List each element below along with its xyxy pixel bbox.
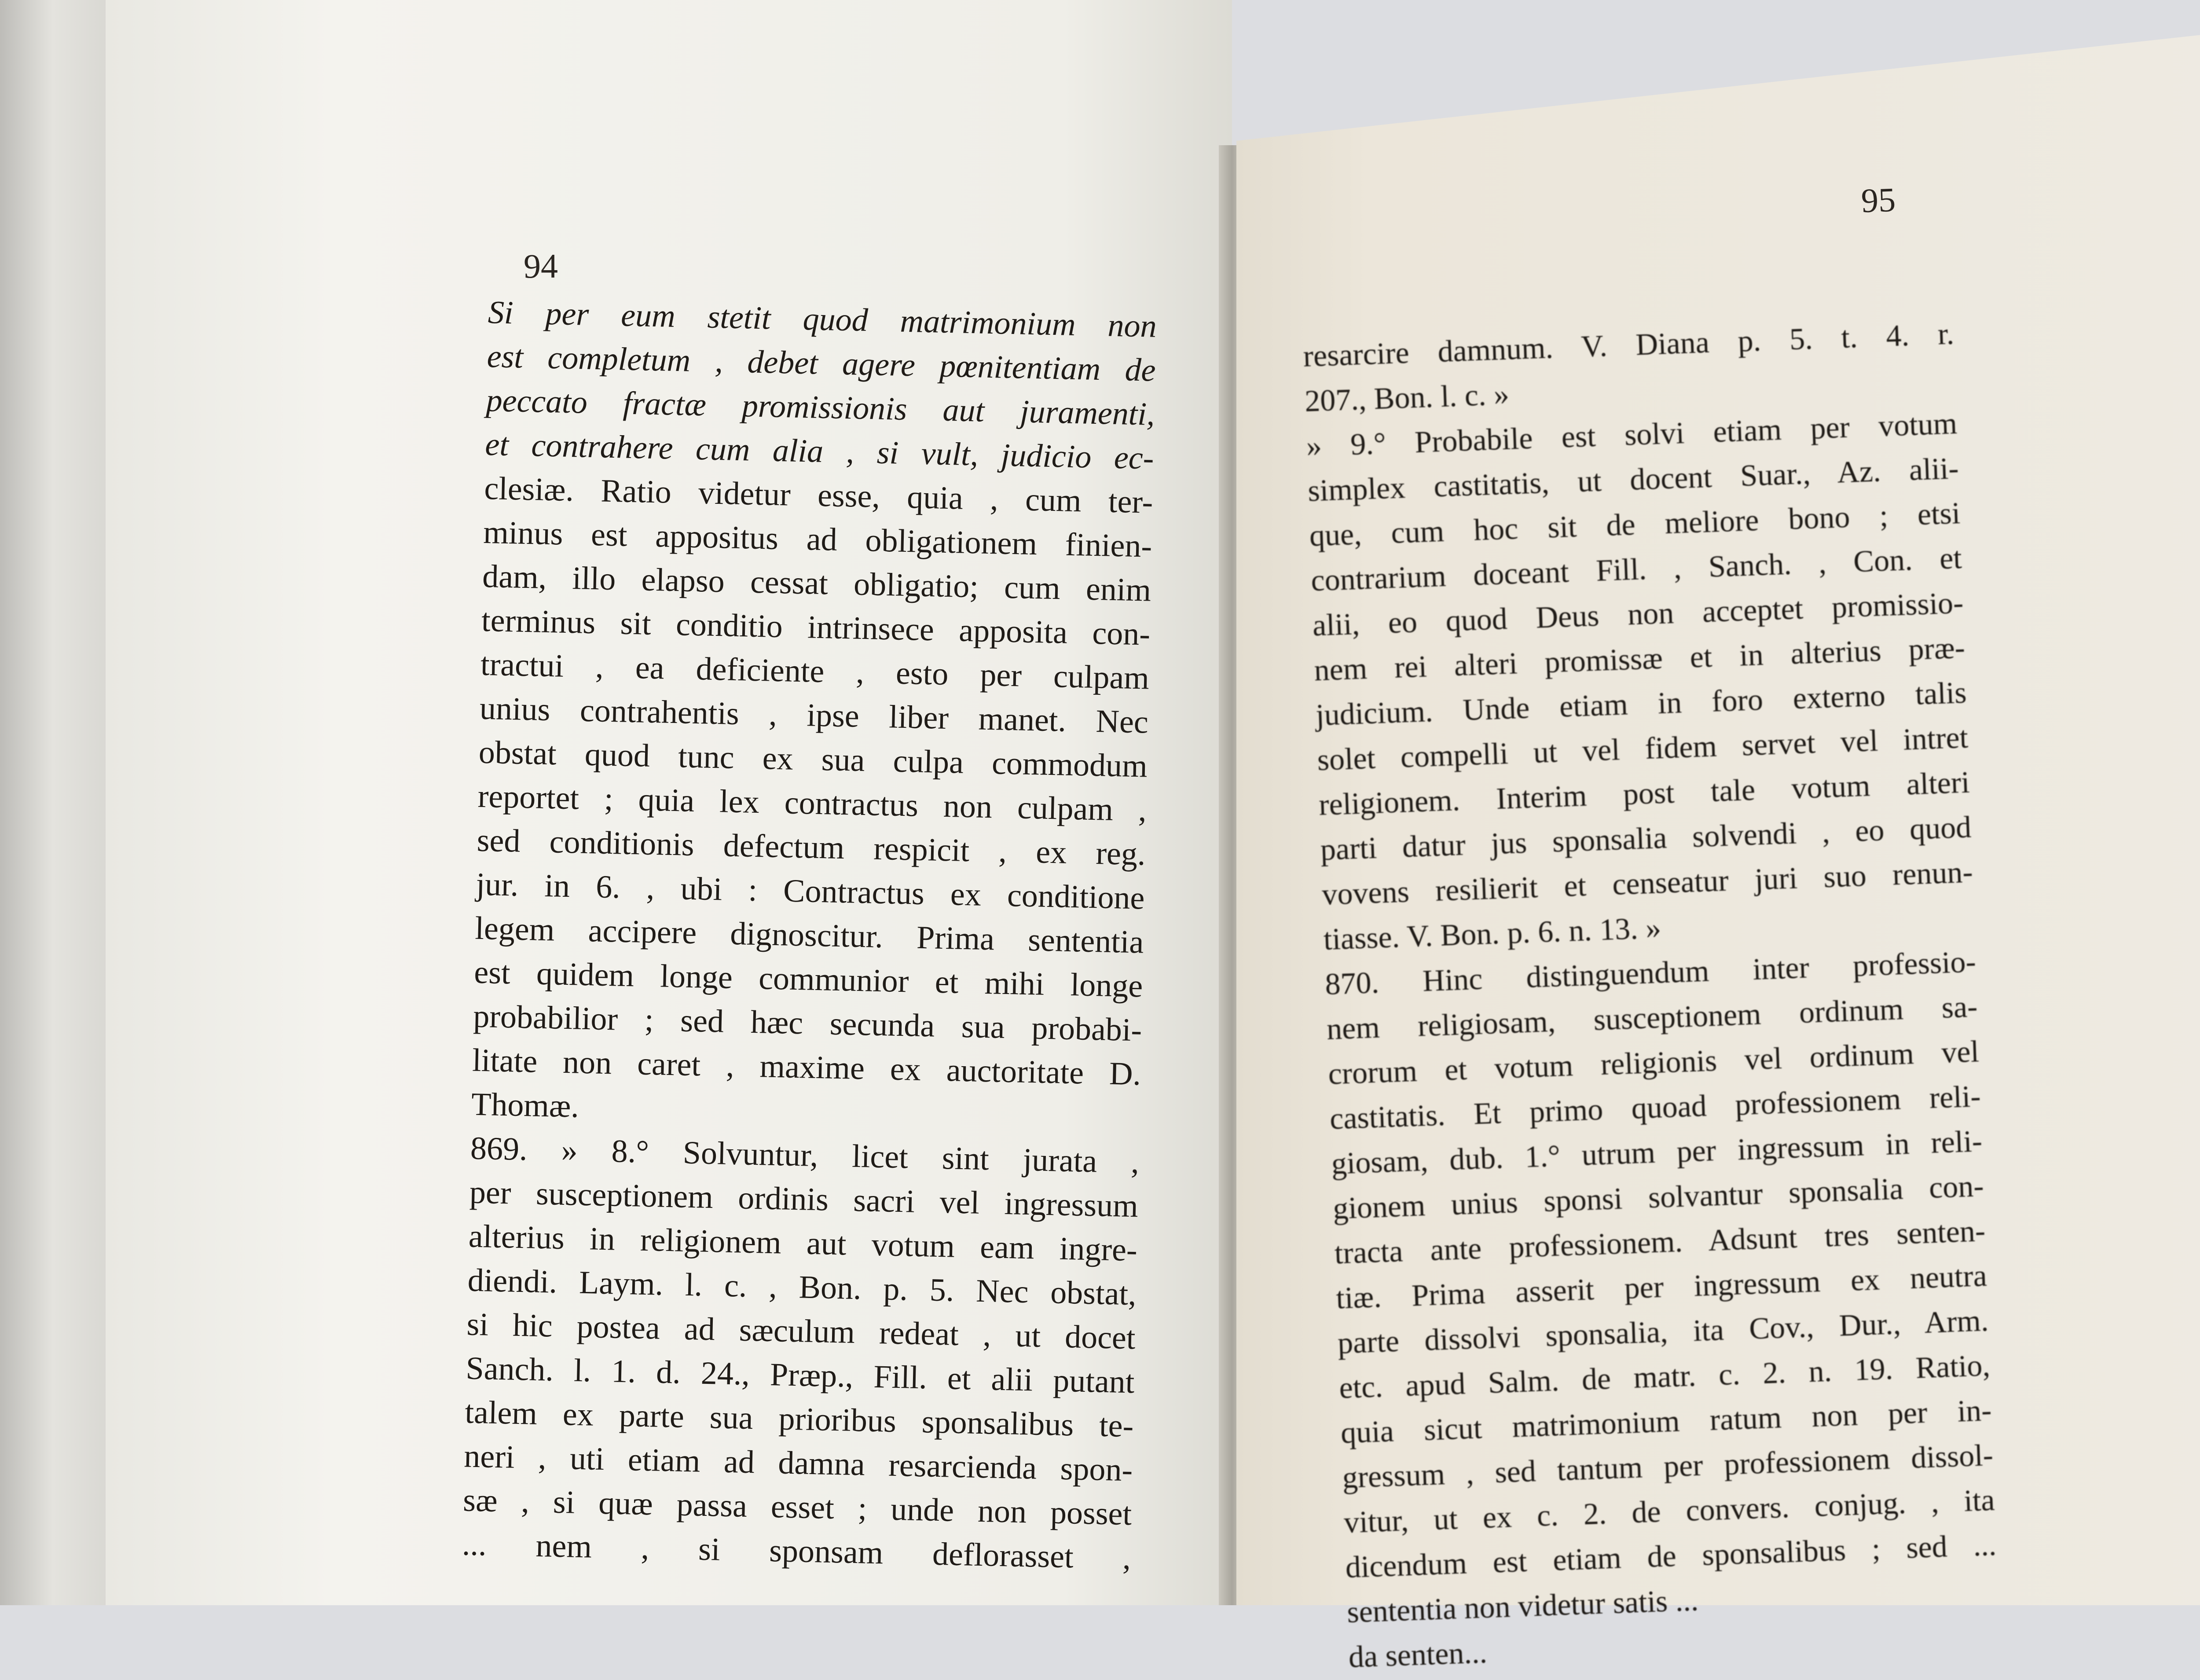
text-line: est completum , debet agere pœnitentiam de xyxy=(487,338,1156,389)
text-line: parte dissolvi sponsalia, ita Cov., Dur., Arm. xyxy=(1337,1303,1989,1361)
text-line: quia sicut matrimonium ratum non per in- xyxy=(1340,1393,1992,1450)
text-line: et contrahere cum alia , si vult, judicio ec- xyxy=(484,426,1155,477)
text-line: que, cum hoc sit de meliore bono ; etsi xyxy=(1309,496,1961,553)
text-line: est quidem longe communior et mihi longe xyxy=(473,954,1144,1005)
text-line: dam, illo elapso cessat obligatio; cum enim xyxy=(482,558,1151,609)
text-line: castitatis. Et primo quoad professionem reli- xyxy=(1329,1079,1981,1136)
right-page-text xyxy=(1302,312,2000,1680)
text-line: 869. » 8.° Solvuntur, licet sint jurata , xyxy=(470,1130,1140,1181)
text-line: tractui , ea deficiente , esto per culpam xyxy=(480,646,1150,697)
text-line: crorum et votum religionis vel ordinum vel xyxy=(1327,1034,1980,1091)
text-line: da senten... xyxy=(1348,1636,1488,1675)
text-line: nem rei alteri promissæ et in alterius præ- xyxy=(1313,631,1966,688)
text-line: probabilior ; sed hæc secunda sua probabi- xyxy=(473,998,1142,1049)
text-line: gressum , sed tantum per professionem dissol- xyxy=(1342,1438,1994,1495)
text-line: parti datur jus sponsalia solvendi , eo quod xyxy=(1320,810,1972,867)
text-line: sæ , si quæ passa esset ; unde non posset xyxy=(462,1482,1132,1533)
text-line: alii, eo quod Deus non acceptet promissio- xyxy=(1312,586,1964,643)
text-line: 870. Hinc distinguendum inter professio- xyxy=(1324,945,1977,1002)
text-line: resarcire damnum. V. Diana p. 5. t. 4. r. xyxy=(1302,317,1955,374)
text-line: talem ex parte sua prioribus sponsalibus te- xyxy=(464,1394,1134,1445)
text-line: Si per eum stetit quod matrimonium non xyxy=(488,294,1157,345)
text-line: nem religiosam, susceptionem ordinum sa- xyxy=(1326,990,1978,1047)
text-line: neri , uti etiam ad damna resarcienda spon- xyxy=(463,1438,1133,1489)
text-line: minus est appositus ad obligationem finien- xyxy=(483,514,1153,565)
text-line: etc. apud Salm. de matr. c. 2. n. 19. Ratio, xyxy=(1338,1348,1991,1405)
text-line: jur. in 6. , ubi : Contractus ex conditione xyxy=(475,866,1145,917)
left-page-text xyxy=(462,290,1157,1580)
text-line: Sanch. l. 1. d. 24., Præp., Fill. et alii putant xyxy=(465,1350,1135,1401)
text-line: tracta ante professionem. Adsunt tres senten- xyxy=(1334,1214,1986,1271)
text-line: vitur, ut ex c. 2. de convers. conjug. , ita xyxy=(1343,1483,1995,1540)
right-page-number: 95 xyxy=(1860,180,1896,220)
text-line: Thomæ. xyxy=(471,1086,579,1125)
text-line: legem accipere dignoscitur. Prima sententia xyxy=(474,910,1144,961)
text-line: giosam, dub. 1.° utrum per ingressum in reli- xyxy=(1331,1124,1983,1181)
text-line: si hic postea ad sæculum redeat , ut docet xyxy=(466,1306,1136,1357)
text-line: solet compelli ut vel fidem servet vel intret xyxy=(1316,720,1969,778)
text-line: religionem. Interim post tale votum alteri xyxy=(1318,765,1970,822)
text-line: judicium. Unde etiam in foro externo talis xyxy=(1315,675,1967,733)
text-line: reportet ; quia lex contractus non culpam , xyxy=(477,778,1147,829)
text-line: vovens resilierit et censeatur juri suo renun- xyxy=(1321,855,1973,912)
text-line: obstat quod tunc ex sua culpa commodum xyxy=(478,734,1148,785)
text-line: » 9.° Probabile est solvi etiam per votum xyxy=(1305,407,1958,463)
text-line: sententia non videtur satis ... xyxy=(1346,1583,1699,1630)
text-line: peccato fractæ promissionis aut juramenti, xyxy=(485,382,1155,433)
text-line: per susceptionem ordinis sacri vel ingressum xyxy=(469,1174,1139,1225)
text-line: gionem unius sponsi solvantur sponsalia con- xyxy=(1332,1169,1984,1226)
left-page-number: 94 xyxy=(524,247,558,285)
text-line: sed conditionis defectum respicit , ex reg. xyxy=(476,822,1146,873)
text-line: clesiæ. Ratio videtur esse, quia , cum ter- xyxy=(484,470,1154,521)
text-line: tiæ. Prima asserit per ingressum ex neutra xyxy=(1335,1259,1987,1316)
text-line: simplex castitatis, ut docent Suar., Az. alii- xyxy=(1307,451,1959,508)
text-line: diendi. Laym. l. c. , Bon. p. 5. Nec obstat, xyxy=(467,1262,1137,1313)
text-line: litate non caret , maxime ex auctoritate D. xyxy=(472,1042,1141,1093)
text-line: ... nem , si sponsam deflorasset , xyxy=(462,1526,1131,1577)
text-line: dicendum est etiam de sponsalibus ; sed ... xyxy=(1345,1528,1997,1585)
text-line: unius contrahentis , ipse liber manet. Nec xyxy=(479,690,1149,741)
text-line: terminus sit conditio intrinsece apposita con- xyxy=(481,602,1151,653)
text-line: contrarium doceant Fill. , Sanch. , Con. et xyxy=(1310,541,1963,598)
text-line: tiasse. V. Bon. p. 6. n. 13. » xyxy=(1323,911,1662,957)
text-line: alterius in religionem aut votum eam ingre- xyxy=(468,1218,1138,1269)
text-line: 207., Bon. l. c. » xyxy=(1304,377,1510,418)
